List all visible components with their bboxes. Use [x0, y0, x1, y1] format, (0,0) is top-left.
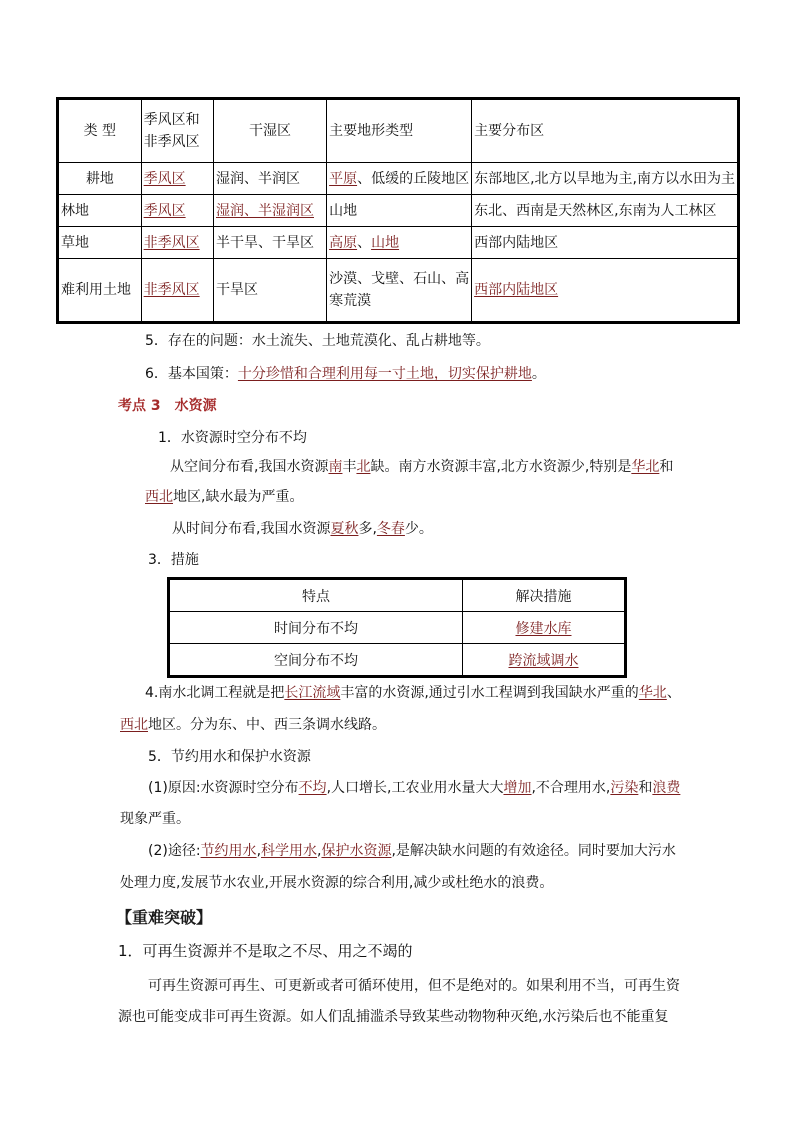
policy-answer: 十分珍惜和合理利用每一寸土地，切实保护耕地: [237, 366, 532, 382]
measures-table: [167, 577, 627, 678]
cell-distribution: 西部内陆地区: [472, 227, 739, 259]
answer-text: 不均: [298, 780, 327, 796]
text: ,: [256, 843, 262, 859]
item-5: 5．节约用水和保护水资源: [148, 749, 311, 765]
answer-text: 季风区: [143, 170, 186, 187]
cell-distribution: 东北、西南是天然林区,东南为人工林区: [472, 195, 739, 227]
text: ,人口增长,工农业用水量大大: [326, 780, 504, 796]
section-heading: 【重难突破】: [116, 908, 213, 927]
text: 、: [666, 685, 681, 701]
space-distribution-line-2: [145, 486, 303, 508]
answer-text: 北: [356, 459, 371, 475]
header-distribution: 主要分布区: [472, 99, 739, 163]
text: 少。: [404, 521, 433, 537]
cell-moisture: 干旱区: [214, 259, 327, 323]
cell-monsoon: [141, 227, 213, 259]
answer-text: 非季风区: [143, 282, 200, 298]
header-feature: 特点: [169, 579, 463, 612]
text: 4.南水北调工程就是把: [145, 685, 285, 701]
text: 多,: [358, 521, 377, 537]
table-row: [58, 195, 739, 227]
policy-prefix: 6．基本国策：: [145, 366, 238, 382]
answer-text: 科学用水: [261, 843, 318, 859]
answer-text: 节约用水: [200, 843, 257, 859]
cell-feature: 时间分布不均: [169, 612, 463, 644]
text: 和: [659, 459, 674, 475]
time-distribution-line: [172, 518, 433, 540]
breakthrough-item-1: 1．可再生资源并不是取之不尽、用之不竭的: [118, 942, 413, 960]
kaodian-heading: 考点 3 水资源: [118, 398, 217, 414]
text: (2)途径:: [148, 843, 201, 859]
answer-text: 夏秋: [330, 521, 359, 537]
problems-line: 5．存在的问题：水土流失、土地荒漠化、乱占耕地等。: [145, 333, 490, 349]
cell-distribution: [472, 259, 739, 323]
cell-distribution: 东部地区,北方以旱地为主,南方以水田为主: [472, 163, 739, 195]
header-moisture: 干湿区: [214, 99, 327, 163]
cell-type: 难利用土地: [58, 259, 142, 323]
cell-terrain: [327, 163, 472, 195]
answer-text: 山地: [371, 234, 400, 251]
answer-text: 浪费: [652, 780, 681, 796]
text: 缺。南方水资源丰富,北方水资源少,特别是: [370, 459, 632, 475]
land-resources-table: [56, 97, 740, 324]
answer-text: 华北: [638, 685, 667, 701]
answer-text: 污染: [610, 780, 639, 796]
table-row: [169, 644, 626, 677]
answer-text: 跨流域调水: [508, 652, 579, 669]
way-line-2: 处理力度,发展节水农业,开展水资源的综合利用,减少或杜绝水的浪费。: [120, 875, 554, 891]
answer-text: 冬春: [376, 521, 405, 537]
space-distribution-line: [170, 456, 673, 478]
table-row: [58, 227, 739, 259]
header-monsoon: 季风区和非季风区: [141, 99, 213, 163]
text: ,不合理用水,: [531, 780, 611, 796]
text: 从时间分布看,我国水资源: [172, 521, 331, 537]
reason-line: [148, 777, 680, 799]
text: 地区。分为东、中、西三条调水线路。: [148, 717, 386, 733]
answer-text: 西北: [120, 717, 148, 733]
cell-type: 耕地: [58, 163, 142, 195]
answer-text: 湿润、半湿润区: [216, 202, 314, 219]
answer-text: 高原: [329, 234, 358, 251]
cell-terrain: [327, 227, 472, 259]
text: 地区,缺水最为严重。: [173, 489, 304, 505]
text: 和: [638, 780, 653, 796]
cell-type: 草地: [58, 227, 142, 259]
paragraph-line-2: 源也可能变成非可再生资源。如人们乱捕滥杀导致某些动物物种灭绝,水污染后也不能重复: [118, 1009, 669, 1025]
header-terrain: 主要地形类型: [327, 99, 472, 163]
table-row: [169, 612, 626, 644]
item-1: 1．水资源时空分布不均: [158, 430, 307, 446]
terrain-sep: 、: [357, 234, 372, 251]
text: 从空间分布看,我国水资源: [170, 459, 329, 475]
cell-moisture: 半干旱、干旱区: [214, 227, 327, 259]
text: ,: [317, 843, 322, 859]
answer-text: 修建水库: [515, 620, 572, 637]
table-header-row: [58, 99, 739, 163]
water-transfer-line-2: [120, 714, 386, 736]
policy-suffix: 。: [531, 366, 546, 382]
header-type: 类 型: [58, 99, 142, 163]
table-header-row: [169, 579, 626, 612]
table-row: [58, 259, 739, 323]
reason-line-2: 现象严重。: [120, 811, 190, 827]
cell-measure: [463, 644, 626, 677]
paragraph-line-1: 可再生资源可再生、可更新或者可循环使用，但不是绝对的。如果利用不当，可再生资: [148, 978, 680, 994]
cell-feature: 空间分布不均: [169, 644, 463, 677]
cell-monsoon: [141, 259, 213, 323]
answer-text: 保护水资源: [321, 843, 392, 859]
answer-text: 长江流域: [284, 685, 341, 701]
cell-terrain: 沙漠、戈壁、石山、高寒荒漠: [327, 259, 472, 323]
text: 丰富的水资源,通过引水工程调到我国缺水严重的: [340, 685, 639, 701]
water-transfer-line: [145, 682, 681, 704]
way-line: [148, 840, 676, 862]
table-row: [58, 163, 739, 195]
header-measure: 解决措施: [463, 579, 626, 612]
cell-moisture: 湿润、半润区: [214, 163, 327, 195]
answer-text: 西北: [145, 489, 173, 505]
text: ,是解决缺水问题的有效途径。同时要加大污水: [391, 843, 676, 859]
answer-text: 华北: [631, 459, 660, 475]
terrain-rest: 、低缓的丘陵地区: [357, 170, 470, 187]
answer-text: 非季风区: [143, 234, 200, 251]
text: 丰: [342, 459, 357, 475]
text: (1)原因:水资源时空分布: [148, 780, 299, 796]
cell-type: 林地: [58, 195, 142, 227]
item-3: 3．措施: [148, 552, 199, 568]
answer-text: 增加: [503, 780, 532, 796]
answer-text: 季风区: [143, 202, 186, 219]
cell-monsoon: [141, 195, 213, 227]
answer-text: 西部内陆地区: [474, 282, 559, 298]
answer-text: 平原: [329, 170, 358, 187]
cell-terrain: 山地: [327, 195, 472, 227]
cell-measure: [463, 612, 626, 644]
cell-moisture: [214, 195, 327, 227]
answer-text: 南: [328, 459, 343, 475]
cell-monsoon: [141, 163, 213, 195]
policy-line: [145, 363, 546, 385]
